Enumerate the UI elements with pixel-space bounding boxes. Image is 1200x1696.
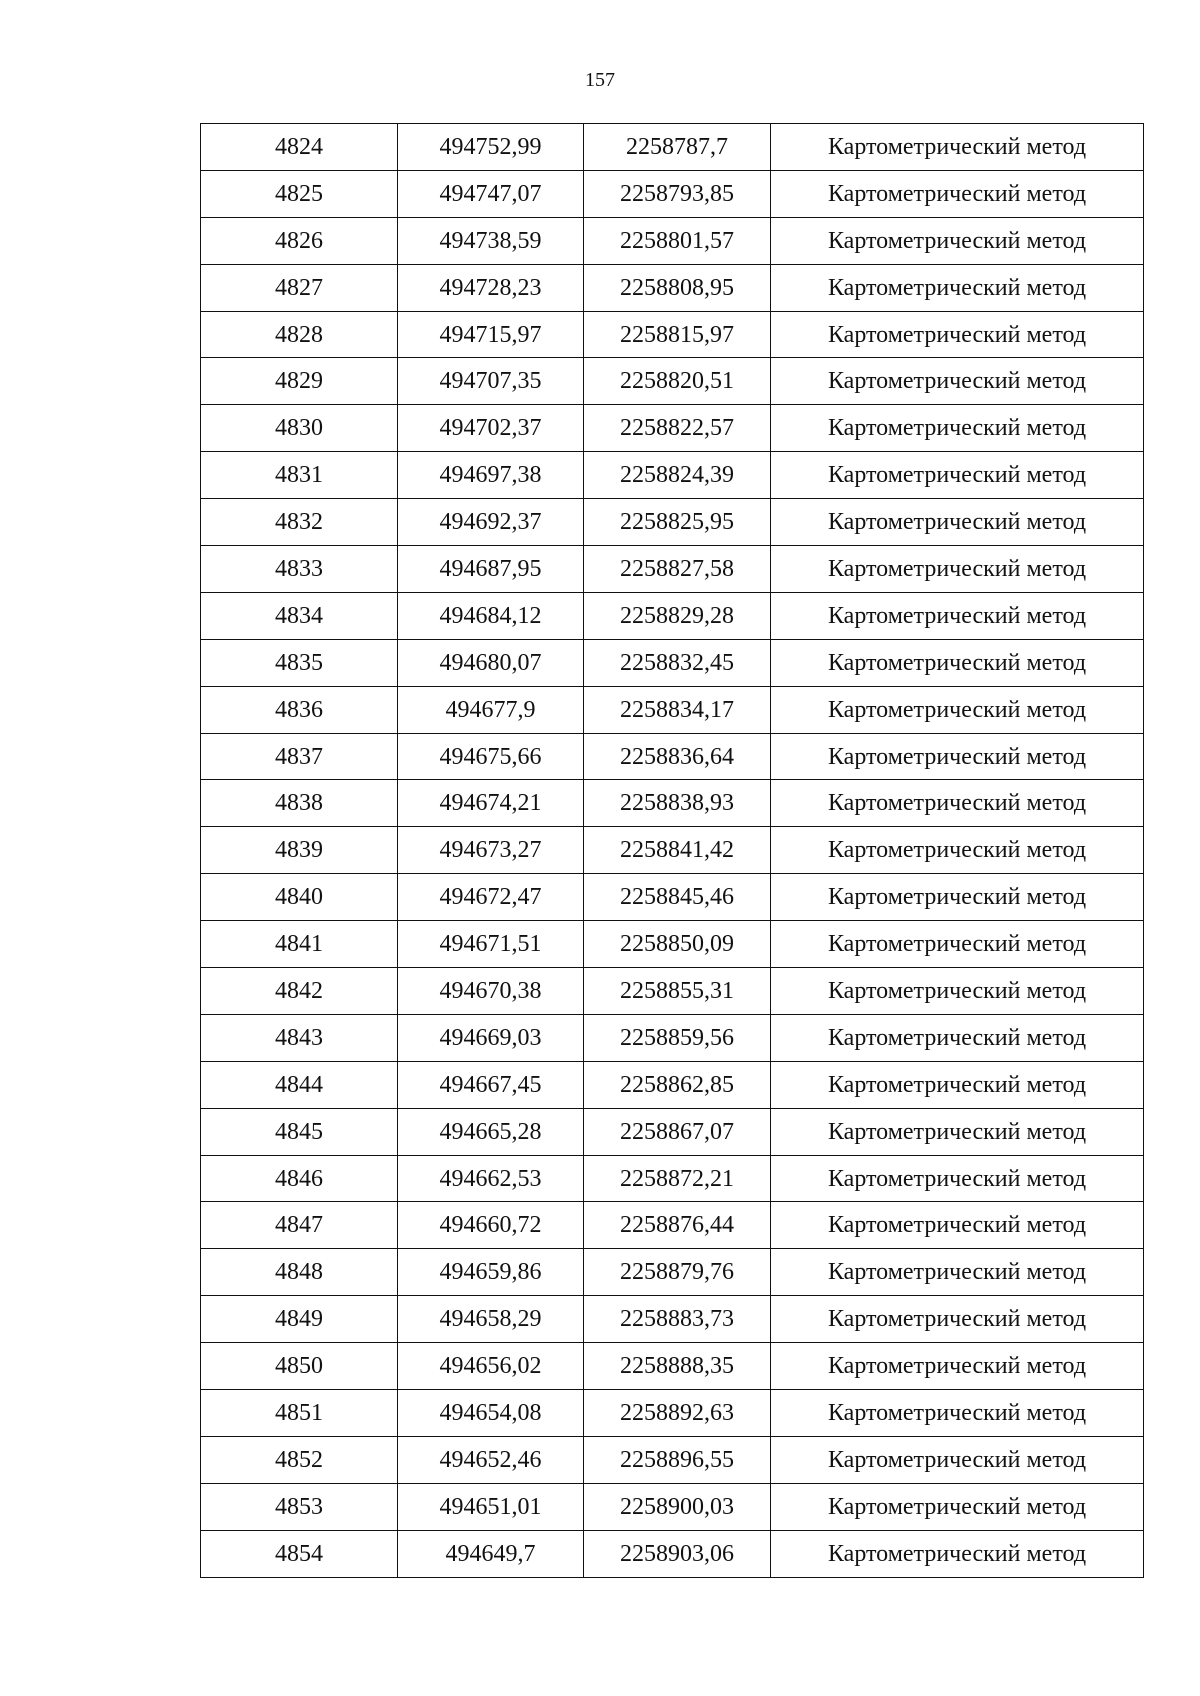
- x-coordinate-cell: 494671,51: [398, 921, 584, 968]
- point-number-cell: 4829: [201, 358, 398, 405]
- table-row: [201, 921, 1144, 968]
- point-number-cell: 4845: [201, 1108, 398, 1155]
- y-coordinate-cell: 2258892,63: [584, 1390, 771, 1437]
- point-number-cell: 4854: [201, 1530, 398, 1577]
- table-row: [201, 358, 1144, 405]
- y-coordinate-cell: 2258808,95: [584, 264, 771, 311]
- x-coordinate-cell: 494670,38: [398, 968, 584, 1015]
- y-coordinate-cell: 2258867,07: [584, 1108, 771, 1155]
- point-number-cell: 4846: [201, 1155, 398, 1202]
- method-cell: Картометрический метод: [771, 1014, 1144, 1061]
- table-row: [201, 1202, 1144, 1249]
- method-cell: Картометрический метод: [771, 874, 1144, 921]
- point-number-cell: 4843: [201, 1014, 398, 1061]
- point-number-cell: 4842: [201, 968, 398, 1015]
- x-coordinate-cell: 494658,29: [398, 1296, 584, 1343]
- table-row: [201, 1436, 1144, 1483]
- method-cell: Картометрический метод: [771, 1296, 1144, 1343]
- method-cell: Картометрический метод: [771, 499, 1144, 546]
- method-cell: Картометрический метод: [771, 1061, 1144, 1108]
- y-coordinate-cell: 2258883,73: [584, 1296, 771, 1343]
- x-coordinate-cell: 494697,38: [398, 452, 584, 499]
- method-cell: Картометрический метод: [771, 1108, 1144, 1155]
- x-coordinate-cell: 494656,02: [398, 1343, 584, 1390]
- point-number-cell: 4825: [201, 170, 398, 217]
- method-cell: Картометрический метод: [771, 592, 1144, 639]
- x-coordinate-cell: 494649,7: [398, 1530, 584, 1577]
- method-cell: Картометрический метод: [771, 452, 1144, 499]
- table-row: [201, 170, 1144, 217]
- point-number-cell: 4833: [201, 546, 398, 593]
- x-coordinate-cell: 494692,37: [398, 499, 584, 546]
- table-row: [201, 264, 1144, 311]
- point-number-cell: 4850: [201, 1343, 398, 1390]
- y-coordinate-cell: 2258801,57: [584, 217, 771, 264]
- point-number-cell: 4853: [201, 1483, 398, 1530]
- method-cell: Картометрический метод: [771, 921, 1144, 968]
- y-coordinate-cell: 2258815,97: [584, 311, 771, 358]
- table-row: [201, 1061, 1144, 1108]
- y-coordinate-cell: 2258888,35: [584, 1343, 771, 1390]
- table-row: [201, 874, 1144, 921]
- y-coordinate-cell: 2258896,55: [584, 1436, 771, 1483]
- method-cell: Картометрический метод: [771, 686, 1144, 733]
- x-coordinate-cell: 494674,21: [398, 780, 584, 827]
- method-cell: Картометрический метод: [771, 1483, 1144, 1530]
- table-row: [201, 1343, 1144, 1390]
- point-number-cell: 4836: [201, 686, 398, 733]
- point-number-cell: 4851: [201, 1390, 398, 1437]
- point-number-cell: 4852: [201, 1436, 398, 1483]
- y-coordinate-cell: 2258850,09: [584, 921, 771, 968]
- y-coordinate-cell: 2258903,06: [584, 1530, 771, 1577]
- y-coordinate-cell: 2258832,45: [584, 639, 771, 686]
- point-number-cell: 4826: [201, 217, 398, 264]
- method-cell: Картометрический метод: [771, 170, 1144, 217]
- x-coordinate-cell: 494672,47: [398, 874, 584, 921]
- method-cell: Картометрический метод: [771, 1530, 1144, 1577]
- y-coordinate-cell: 2258829,28: [584, 592, 771, 639]
- x-coordinate-cell: 494660,72: [398, 1202, 584, 1249]
- method-cell: Картометрический метод: [771, 1202, 1144, 1249]
- table-row: [201, 1108, 1144, 1155]
- y-coordinate-cell: 2258834,17: [584, 686, 771, 733]
- x-coordinate-cell: 494752,99: [398, 124, 584, 171]
- point-number-cell: 4835: [201, 639, 398, 686]
- table-row: [201, 499, 1144, 546]
- x-coordinate-cell: 494652,46: [398, 1436, 584, 1483]
- method-cell: Картометрический метод: [771, 264, 1144, 311]
- y-coordinate-cell: 2258787,7: [584, 124, 771, 171]
- method-cell: Картометрический метод: [771, 1155, 1144, 1202]
- method-cell: Картометрический метод: [771, 124, 1144, 171]
- method-cell: Картометрический метод: [771, 1249, 1144, 1296]
- x-coordinate-cell: 494680,07: [398, 639, 584, 686]
- point-number-cell: 4830: [201, 405, 398, 452]
- point-number-cell: 4838: [201, 780, 398, 827]
- y-coordinate-cell: 2258827,58: [584, 546, 771, 593]
- table-row: [201, 639, 1144, 686]
- y-coordinate-cell: 2258824,39: [584, 452, 771, 499]
- method-cell: Картометрический метод: [771, 1390, 1144, 1437]
- method-cell: Картометрический метод: [771, 358, 1144, 405]
- point-number-cell: 4839: [201, 827, 398, 874]
- x-coordinate-cell: 494667,45: [398, 1061, 584, 1108]
- table-row: [201, 592, 1144, 639]
- coordinates-table: [200, 123, 1144, 1578]
- x-coordinate-cell: 494659,86: [398, 1249, 584, 1296]
- point-number-cell: 4837: [201, 733, 398, 780]
- table-row: [201, 827, 1144, 874]
- x-coordinate-cell: 494651,01: [398, 1483, 584, 1530]
- method-cell: Картометрический метод: [771, 311, 1144, 358]
- table-row: [201, 217, 1144, 264]
- point-number-cell: 4827: [201, 264, 398, 311]
- table-row: [201, 1014, 1144, 1061]
- point-number-cell: 4832: [201, 499, 398, 546]
- x-coordinate-cell: 494702,37: [398, 405, 584, 452]
- x-coordinate-cell: 494747,07: [398, 170, 584, 217]
- x-coordinate-cell: 494687,95: [398, 546, 584, 593]
- x-coordinate-cell: 494673,27: [398, 827, 584, 874]
- y-coordinate-cell: 2258836,64: [584, 733, 771, 780]
- y-coordinate-cell: 2258862,85: [584, 1061, 771, 1108]
- x-coordinate-cell: 494715,97: [398, 311, 584, 358]
- method-cell: Картометрический метод: [771, 733, 1144, 780]
- method-cell: Картометрический метод: [771, 217, 1144, 264]
- y-coordinate-cell: 2258793,85: [584, 170, 771, 217]
- y-coordinate-cell: 2258859,56: [584, 1014, 771, 1061]
- x-coordinate-cell: 494707,35: [398, 358, 584, 405]
- y-coordinate-cell: 2258820,51: [584, 358, 771, 405]
- table-row: [201, 686, 1144, 733]
- coordinates-table-body: [201, 124, 1144, 1578]
- table-row: [201, 405, 1144, 452]
- table-row: [201, 546, 1144, 593]
- y-coordinate-cell: 2258822,57: [584, 405, 771, 452]
- point-number-cell: 4849: [201, 1296, 398, 1343]
- point-number-cell: 4828: [201, 311, 398, 358]
- method-cell: Картометрический метод: [771, 968, 1144, 1015]
- method-cell: Картометрический метод: [771, 639, 1144, 686]
- table-row: [201, 1249, 1144, 1296]
- table-row: [201, 124, 1144, 171]
- method-cell: Картометрический метод: [771, 546, 1144, 593]
- x-coordinate-cell: 494738,59: [398, 217, 584, 264]
- table-row: [201, 1390, 1144, 1437]
- method-cell: Картометрический метод: [771, 1436, 1144, 1483]
- page-number: 157: [585, 69, 615, 91]
- point-number-cell: 4841: [201, 921, 398, 968]
- point-number-cell: 4848: [201, 1249, 398, 1296]
- x-coordinate-cell: 494675,66: [398, 733, 584, 780]
- table-row: [201, 733, 1144, 780]
- y-coordinate-cell: 2258872,21: [584, 1155, 771, 1202]
- y-coordinate-cell: 2258838,93: [584, 780, 771, 827]
- y-coordinate-cell: 2258855,31: [584, 968, 771, 1015]
- table-row: [201, 780, 1144, 827]
- table-row: [201, 968, 1144, 1015]
- y-coordinate-cell: 2258879,76: [584, 1249, 771, 1296]
- table-row: [201, 1483, 1144, 1530]
- method-cell: Картометрический метод: [771, 827, 1144, 874]
- point-number-cell: 4844: [201, 1061, 398, 1108]
- point-number-cell: 4824: [201, 124, 398, 171]
- point-number-cell: 4831: [201, 452, 398, 499]
- x-coordinate-cell: 494728,23: [398, 264, 584, 311]
- method-cell: Картометрический метод: [771, 1343, 1144, 1390]
- table-row: [201, 311, 1144, 358]
- table-row: [201, 1296, 1144, 1343]
- table-row: [201, 1530, 1144, 1577]
- table-row: [201, 1155, 1144, 1202]
- point-number-cell: 4847: [201, 1202, 398, 1249]
- y-coordinate-cell: 2258825,95: [584, 499, 771, 546]
- method-cell: Картометрический метод: [771, 780, 1144, 827]
- y-coordinate-cell: 2258841,42: [584, 827, 771, 874]
- point-number-cell: 4840: [201, 874, 398, 921]
- y-coordinate-cell: 2258845,46: [584, 874, 771, 921]
- x-coordinate-cell: 494665,28: [398, 1108, 584, 1155]
- y-coordinate-cell: 2258876,44: [584, 1202, 771, 1249]
- method-cell: Картометрический метод: [771, 405, 1144, 452]
- y-coordinate-cell: 2258900,03: [584, 1483, 771, 1530]
- table-row: [201, 452, 1144, 499]
- x-coordinate-cell: 494669,03: [398, 1014, 584, 1061]
- point-number-cell: 4834: [201, 592, 398, 639]
- x-coordinate-cell: 494654,08: [398, 1390, 584, 1437]
- x-coordinate-cell: 494662,53: [398, 1155, 584, 1202]
- x-coordinate-cell: 494677,9: [398, 686, 584, 733]
- x-coordinate-cell: 494684,12: [398, 592, 584, 639]
